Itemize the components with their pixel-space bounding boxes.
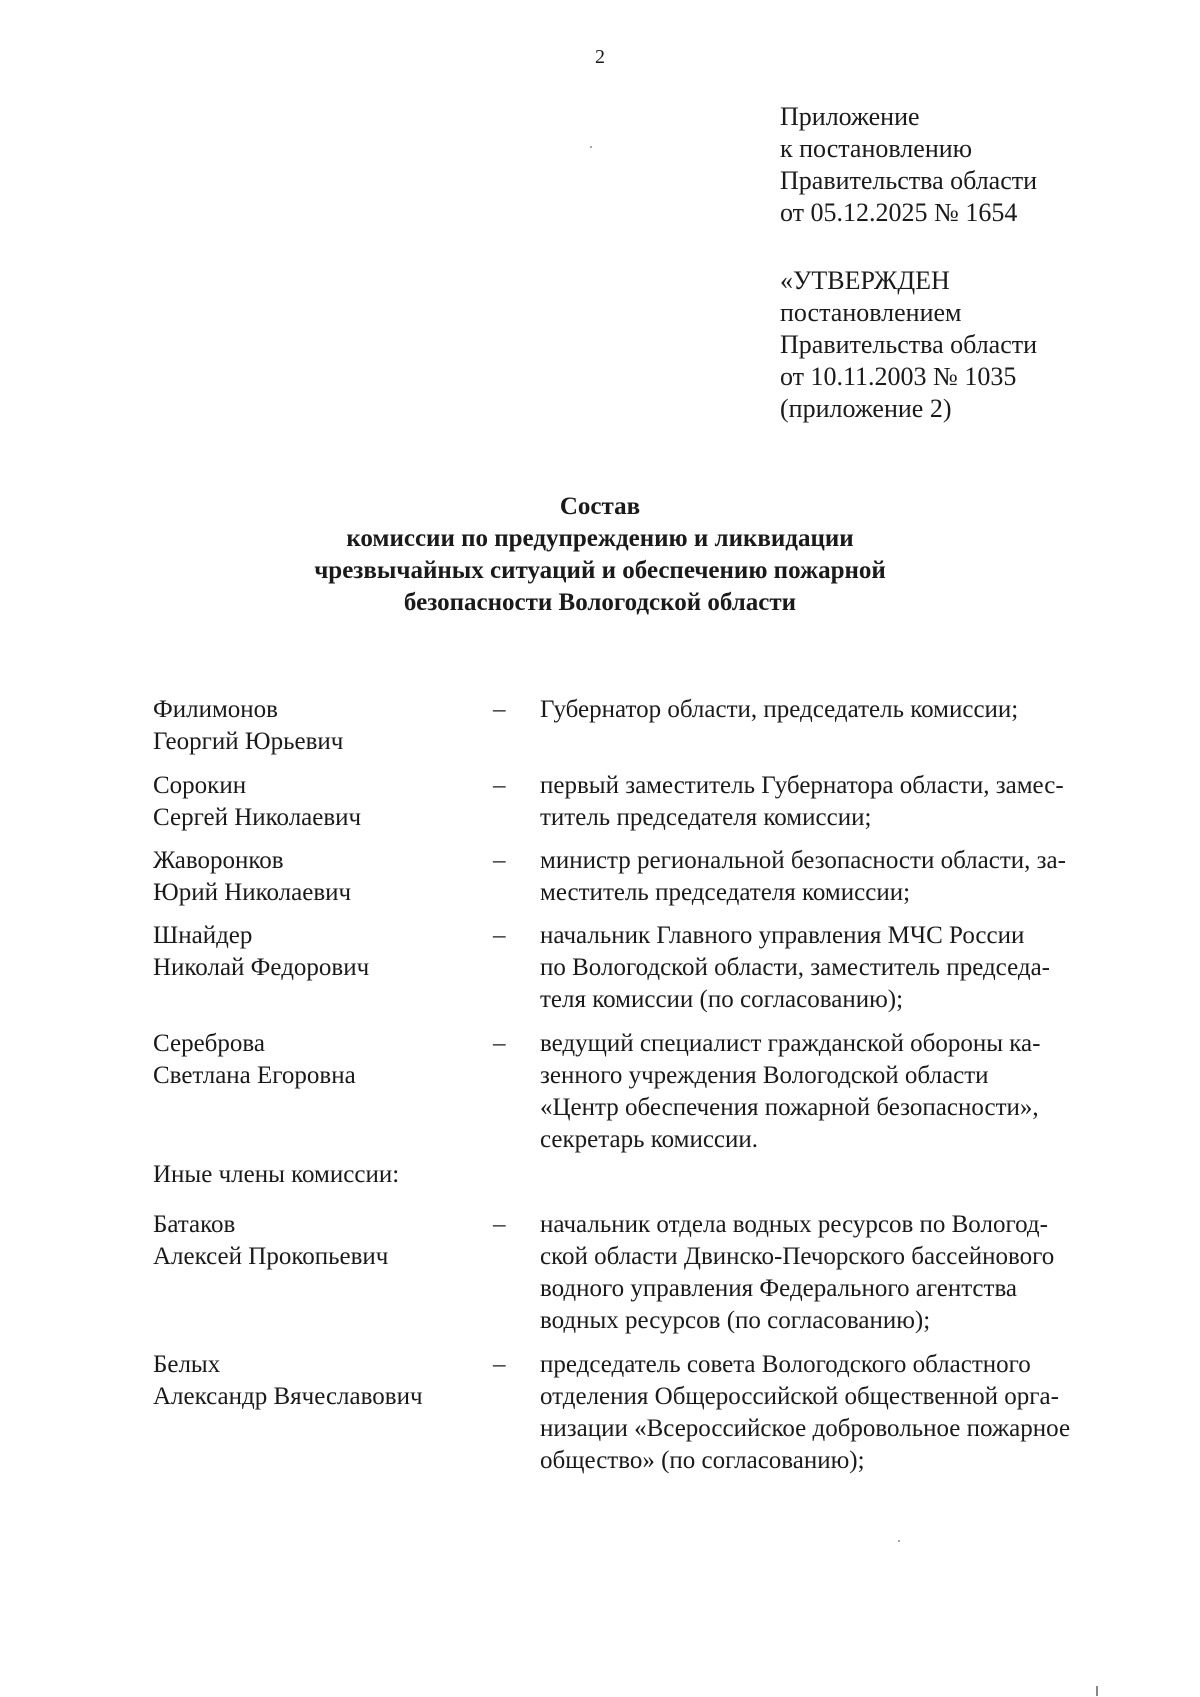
member-given-name: Николай Федорович	[153, 954, 370, 981]
position-line: зенного учреждения Вологодской области	[540, 1062, 989, 1089]
member-surname: Батаков	[153, 1211, 236, 1238]
position-line: водных ресурсов (по согласованию);	[540, 1307, 931, 1334]
dash-separator: –	[493, 847, 506, 874]
member-given-name: Сергей Николаевич	[153, 804, 362, 831]
member-name	[153, 694, 483, 758]
title-line: Состав	[559, 493, 641, 520]
dash-separator: –	[493, 696, 506, 723]
appendix-line: к постановлению	[780, 134, 973, 163]
member-name	[153, 920, 483, 984]
title-line: безопасности Вологодской области	[403, 589, 797, 616]
appendix-line: от 05.12.2025 № 1654	[780, 198, 1018, 227]
position-line: титель председателя комиссии;	[540, 804, 872, 831]
member-name	[153, 1349, 483, 1413]
scan-speck	[898, 1540, 900, 1542]
member-surname: Сереброва	[153, 1030, 265, 1057]
member-given-name: Юрий Николаевич	[153, 879, 352, 906]
position-line: секретарь комиссии.	[540, 1126, 759, 1153]
member-surname: Белых	[153, 1351, 221, 1378]
position-line: «Центр обеспечения пожарной безопасности»,	[540, 1094, 1039, 1121]
member-surname: Филимонов	[153, 696, 278, 723]
member-surname: Жаворонков	[153, 847, 284, 874]
approval-line: (приложение 2)	[780, 394, 952, 423]
title-line: чрезвычайных ситуаций и обеспечению пожарной	[314, 557, 886, 584]
position-line: по Вологодской области, заместитель председа-	[540, 954, 1050, 981]
member-name	[153, 1028, 483, 1092]
approval-line: постановлением	[780, 298, 962, 327]
document-title	[0, 491, 1200, 619]
position-line: Губернатор области, председатель комиссии;	[540, 696, 1019, 723]
page-number: 2	[595, 46, 605, 68]
dash-separator: –	[493, 1030, 506, 1057]
position-line: общество» (по согласованию);	[540, 1447, 865, 1474]
approval-line: Правительства области	[780, 330, 1038, 359]
appendix-line: Приложение	[780, 102, 920, 131]
member-position	[540, 770, 1150, 834]
dash-separator: –	[493, 1351, 506, 1378]
appendix-block	[780, 101, 1037, 229]
position-line: отделения Общероссийской общественной орга-	[540, 1383, 1059, 1410]
approval-block	[780, 265, 1037, 425]
position-line: первый заместитель Губернатора области, замес-	[540, 772, 1064, 799]
member-position	[540, 1349, 1150, 1477]
member-given-name: Георгий Юрьевич	[153, 728, 344, 755]
scan-speck	[590, 146, 592, 148]
member-surname: Шнайдер	[153, 922, 253, 949]
approval-line: «УТВЕРЖДЕН	[780, 266, 950, 295]
position-line: меститель председателя комиссии;	[540, 879, 911, 906]
member-name	[153, 770, 483, 834]
member-position	[540, 694, 1150, 726]
member-position	[540, 1209, 1150, 1337]
appendix-line: Правительства области	[780, 166, 1038, 195]
position-line: председатель совета Вологодского областного	[540, 1351, 1031, 1378]
member-surname: Сорокин	[153, 772, 247, 799]
member-position	[540, 1028, 1150, 1156]
member-given-name: Александр Вячеславович	[153, 1383, 423, 1410]
position-line: начальник Главного управления МЧС России	[540, 922, 1025, 949]
position-line: теля комиссии (по согласованию);	[540, 986, 904, 1013]
scan-speck	[1096, 1686, 1098, 1696]
member-position	[540, 845, 1150, 909]
title-line: комиссии по предупреждению и ликвидации	[346, 525, 854, 552]
approval-line: от 10.11.2003 № 1035	[780, 362, 1017, 391]
dash-separator: –	[493, 772, 506, 799]
position-line: министр региональной безопасности области, за-	[540, 847, 1066, 874]
other-members-label: Иные члены комиссии:	[153, 1161, 400, 1188]
member-name	[153, 845, 483, 909]
position-line: ведущий специалист гражданской обороны ка-	[540, 1030, 1041, 1057]
dash-separator: –	[493, 1211, 506, 1238]
position-line: низации «Всероссийское добровольное пожарное	[540, 1415, 1071, 1442]
member-given-name: Алексей Прокопьевич	[153, 1243, 389, 1270]
dash-separator: –	[493, 922, 506, 949]
position-line: ской области Двинско-Печорского бассейнового	[540, 1243, 1055, 1270]
position-line: начальник отдела водных ресурсов по Вологод-	[540, 1211, 1048, 1238]
member-name	[153, 1209, 483, 1273]
member-position	[540, 920, 1150, 1016]
member-given-name: Светлана Егоровна	[153, 1062, 356, 1089]
position-line: водного управления Федерального агентства	[540, 1275, 1018, 1302]
